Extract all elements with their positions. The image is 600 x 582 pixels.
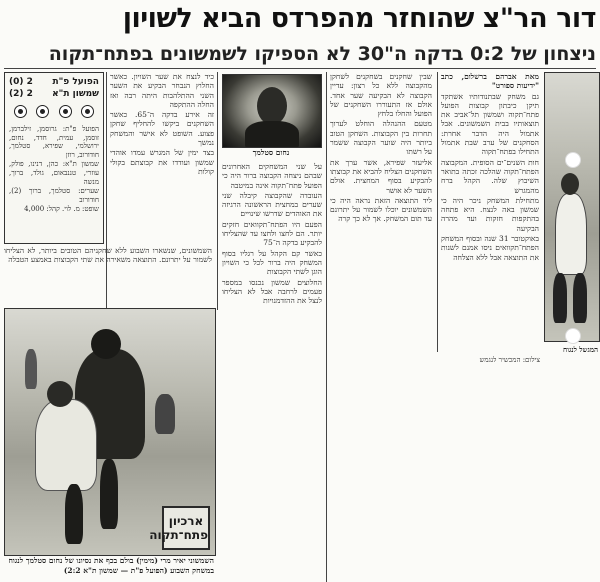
football-icons xyxy=(5,103,103,122)
article-column-1 xyxy=(441,72,539,354)
subheadline: ניצחון של 0:2 בדקה ה"30 לא הספיקו לשמשונים בפתח־תקוה xyxy=(48,43,596,65)
column-1-paragraph: מתחילת המשחק ניכר היה כי שמשון באה לנצח. היא פתחה בהתקפות חזקות ועד מהרה הבקיעה xyxy=(441,195,539,233)
score-box xyxy=(4,72,104,244)
team1-score: 2 (0) xyxy=(9,77,33,87)
column-4-paragraph: זה אירע בדקה ה־65. כאשר השחקנים ביקשו להחליף שחקן פצוע. השופט לא אישר והמשחק נמשך xyxy=(110,110,214,148)
column-divider xyxy=(217,72,218,310)
photo-credit: צילום: המכשיר לנגמש xyxy=(479,356,540,364)
team2-name: שמשון ת"א xyxy=(52,89,99,99)
column-2-paragraph: שבין שחקנים בשחקנים לשחקן מהקבוצה ללא כל רצון: עדיין הקבוצה לא הבקיעה שער אחד. אולם אז התעוררו השחקנים של הפועל והחלו בלחץ xyxy=(330,72,432,119)
football-icon xyxy=(81,105,94,118)
column-3-paragraph: כאשר קם הקהל על רגליו בסוף המשחק היה ברור לכל כי השויון הוגן לשתי הקבוצות xyxy=(222,248,322,277)
column-divider xyxy=(326,72,327,582)
column-4-paragraph: כיד לנצח את שער השויון. כאשר החלוץ הנבחר הבקיע את השער השני ההתלהבות היתה רבה ואז החלה ההתקפה xyxy=(110,72,214,109)
football-icon xyxy=(59,105,72,118)
byline: מאת אברהם ברשלום, כתב "ידיעות ספורט" xyxy=(441,72,539,91)
divider-top xyxy=(4,68,596,69)
column-1-paragraph: באוקטובר 31 שנה ובסוף המשחק הפתח־תקוואים ניסו אמנם לשנות את התוצאה אבל ללא הצלחה xyxy=(441,234,539,262)
score-detail: שופט: מ. לוי. קהל: 4,000 xyxy=(24,205,99,214)
column-divider xyxy=(437,72,438,352)
portrait-caption: נחום סטלמך xyxy=(252,148,290,157)
column-1-paragraph: גם משחק שבתנודותיו אשתקד תיקן כיבתון קבוצות הפועל פתח־תקוה ושמשון תל־אביב את תוצאותיו בבית השמשונים. אבל אתמול היה הדבר אחרת: הסחקנים של ערב שבת אתמול התחילו בפתח־תקוה xyxy=(441,91,539,157)
archive-stamp: ארכיון פתח־תקוה xyxy=(162,506,210,550)
score-detail: הפועל פ"ת: גרוסמן, זילברמן, זוסמן, עמית, חדד, נחום, ירושלמי, שפירא, סטלמך, חודורוב, רוזן xyxy=(9,125,99,159)
article-column-3 xyxy=(222,162,322,580)
score-detail: שמשון ת"א: כהן, דנינו, פולק, עוזרי, טננבאום, גולד, ברוך, מנשה xyxy=(9,160,99,186)
article-column-2 xyxy=(330,72,432,354)
hole-punch-top xyxy=(565,152,581,168)
hole-punch-bottom xyxy=(565,328,581,344)
football-icon xyxy=(36,105,49,118)
column-2-paragraph: ליד התוצאה הזאת נראה היה כי השמשונים יוכלו לשמור על יתרונם עד תום המשחק. אך לא כך קרה xyxy=(330,195,432,224)
main-photo-caption: השמשוני יאיר מרי (מימין) בולם בכף את נסיונו של נחום סטלמך לנגוח במשחק השבוע (הפועל פ"ת — שמשון ת"א 2:2) xyxy=(8,556,214,575)
portrait-photo xyxy=(222,74,322,148)
right-photo-caption: המגשל לנגוח xyxy=(563,345,598,354)
headline: דור הר"צ שהוחזר מהפרדס הביא לשויון xyxy=(122,3,596,34)
column-3-paragraph: העובדה שהקבוצה קיבלה שני שערים במחצית הראשונה הרגיזה את האוהדים שדרשו שינויים xyxy=(222,190,322,219)
football-icon xyxy=(14,105,27,118)
article-column-4-bottom: השמשונים, שנשארו השבוע ללא שחקניהם הטובים ביותר, לא הצליחו לשמור על יתרונם. התוצאה משאירה את שתי הקבוצות באמצע הטבלה xyxy=(4,246,212,265)
column-2-paragraph: מטעם ההנהלה הוחלט לערוך תחרות בין הקבוצות. השחקן הטוב ביותר היה שוער הקבוצה ששמר על רשתו xyxy=(330,119,432,157)
team2-score: 2 (2) xyxy=(9,89,33,99)
score-detail: שערים: סטלמך, ברוך (2), חודורוב xyxy=(9,187,99,204)
column-1-paragraph: חות השנים־ים הסופית. המקבוצה הפתח־תקוה שהלכה זכתה בתואר השיבוץ שלה. הקהל ברח מהמגרש xyxy=(441,157,539,195)
team1-name: הפועל פ"ת xyxy=(52,77,99,87)
column-3-paragraph: הפעם היו הפתח־תקוואים חזקים יותר. הם לחצו ולחצו עד שהצליחו להבקיע בדקה ה־75 xyxy=(222,219,322,248)
column-2-paragraph: אליעזר שפירא, אשר ערך את השחקנים הצליח להביא את קבוצתו להבקיע בסוף המחצית. אולם השער לא אושר xyxy=(330,157,432,195)
column-3-paragraph: החלוצים שמשון נכנסו במספר פעמים לרחבה אבל לא הצליחו לנצל את ההזדמנויות xyxy=(222,277,322,306)
column-3-paragraph: על שני המשחקים האחרונים שבהם ניצחה הקבוצה ברור היה כי הפועל פתח־תקוה אינה במיטבה xyxy=(222,162,322,190)
player-photo-right xyxy=(544,72,600,342)
column-4-paragraph: בצד ימין של המגרש עמדו אוהדי שמשון ועודדו את קבוצתם בקולי קולות xyxy=(110,148,214,176)
